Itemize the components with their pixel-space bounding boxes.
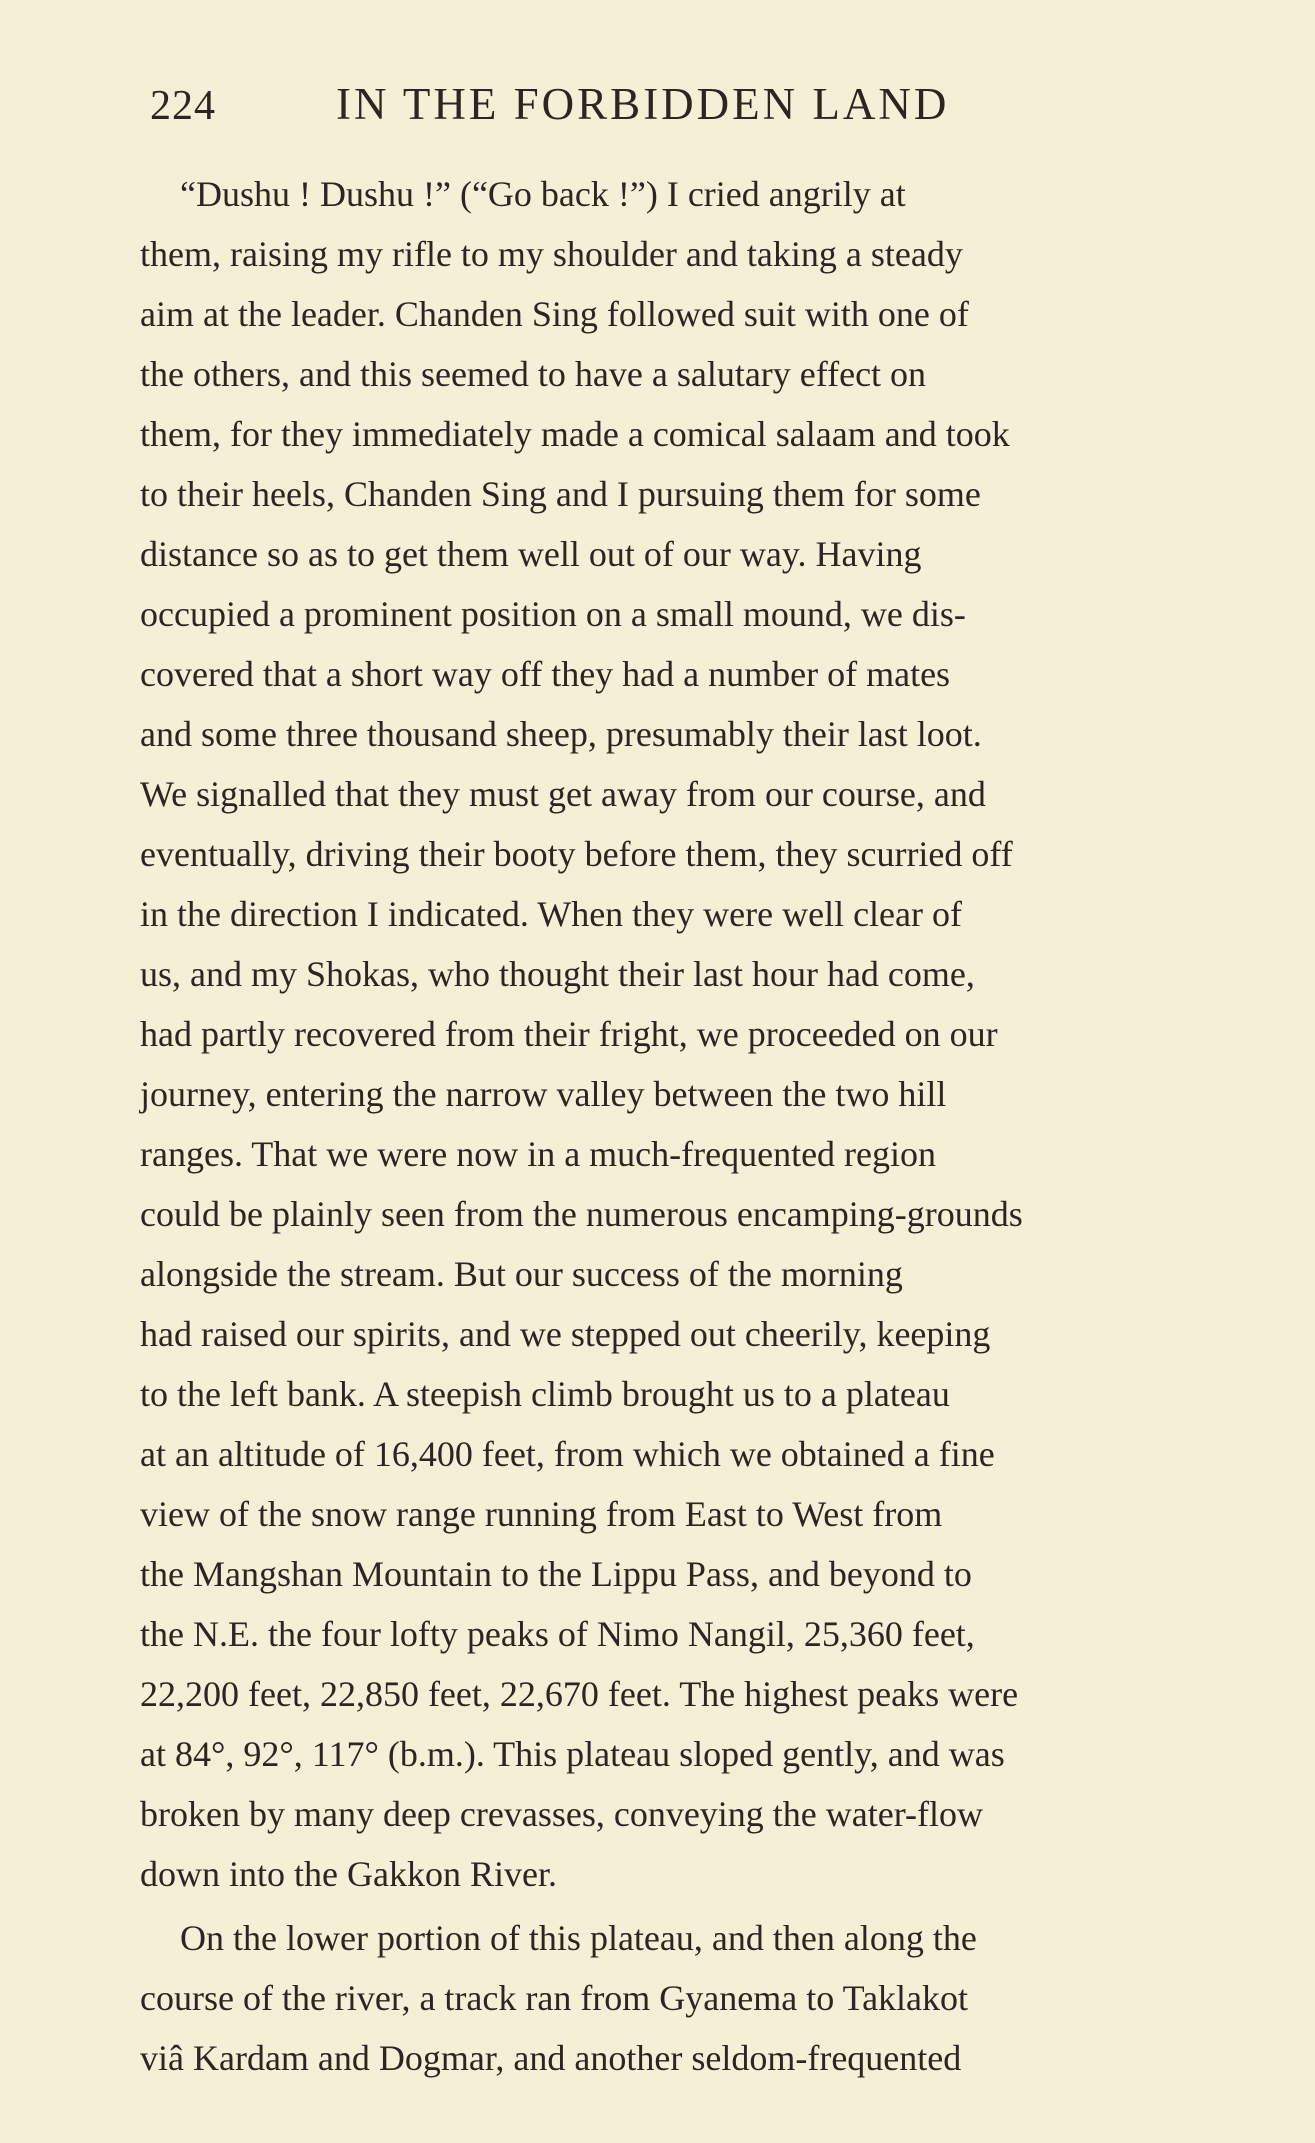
text-line: occupied a prominent position on a small mound, we dis- bbox=[140, 594, 966, 634]
book-title: IN THE FORBIDDEN LAND bbox=[336, 79, 950, 129]
page-number: 224 bbox=[150, 83, 216, 129]
text-line: the Mangshan Mountain to the Lippu Pass, and beyond to bbox=[140, 1554, 972, 1594]
text-line: course of the river, a track ran from Gyanema to Taklakot bbox=[140, 1978, 969, 2018]
text-line: 22,200 feet, 22,850 feet, 22,670 feet. The highest peaks were bbox=[140, 1674, 1019, 1714]
text-line: We signalled that they must get away from our course, and bbox=[140, 774, 986, 814]
text-line: to their heels, Chanden Sing and I pursuing them for some bbox=[140, 474, 981, 514]
text-line: viâ Kardam and Dogmar, and another seldom-frequented bbox=[140, 2038, 962, 2078]
text-line: covered that a short way off they had a number of mates bbox=[140, 654, 951, 694]
text-line: had partly recovered from their fright, we proceeded on our bbox=[140, 1014, 998, 1054]
paragraph bbox=[140, 164, 1290, 1904]
text-line: could be plainly seen from the numerous encamping-grounds bbox=[140, 1194, 1023, 1234]
text-line: in the direction I indicated. When they were well clear of bbox=[140, 894, 962, 934]
text-line: at an altitude of 16,400 feet, from which we obtained a fine bbox=[140, 1434, 995, 1474]
text-line: journey, entering the narrow valley between the two hill bbox=[140, 1074, 947, 1114]
text-line: and some three thousand sheep, presumably their last loot. bbox=[140, 714, 982, 754]
text-line: the others, and this seemed to have a salutary effect on bbox=[140, 354, 927, 394]
text-line: broken by many deep crevasses, conveying the water-flow bbox=[140, 1794, 983, 1834]
running-head bbox=[150, 79, 1150, 132]
text-line: had raised our spirits, and we stepped out cheerily, keeping bbox=[140, 1314, 991, 1354]
text-line: down into the Gakkon River. bbox=[140, 1854, 557, 1894]
text-line: “Dushu ! Dushu !” (“Go back !”) I cried angrily at bbox=[180, 174, 906, 214]
text-line: distance so as to get them well out of our way. Having bbox=[140, 534, 922, 574]
text-line: view of the snow range running from East to West from bbox=[140, 1494, 943, 1534]
text-line: to the left bank. A steepish climb brought us to a plateau bbox=[140, 1374, 950, 1414]
text-line: at 84°, 92°, 117° (b.m.). This plateau sloped gently, and was bbox=[140, 1734, 1005, 1774]
text-line: them, raising my rifle to my shoulder and taking a steady bbox=[140, 234, 963, 274]
text-line: eventually, driving their booty before them, they scurried off bbox=[140, 834, 1013, 874]
body-text bbox=[140, 164, 1290, 2088]
text-line: aim at the leader. Chanden Sing followed suit with one of bbox=[140, 294, 969, 334]
text-line: the N.E. the four lofty peaks of Nimo Nangil, 25,360 feet, bbox=[140, 1614, 975, 1654]
text-line: On the lower portion of this plateau, and then along the bbox=[180, 1918, 977, 1958]
text-line: us, and my Shokas, who thought their last hour had come, bbox=[140, 954, 975, 994]
text-line: alongside the stream. But our success of the morning bbox=[140, 1254, 903, 1294]
paragraph bbox=[140, 1908, 1290, 2088]
text-line: them, for they immediately made a comical salaam and took bbox=[140, 414, 1010, 454]
text-line: ranges. That we were now in a much-frequented region bbox=[140, 1134, 937, 1174]
